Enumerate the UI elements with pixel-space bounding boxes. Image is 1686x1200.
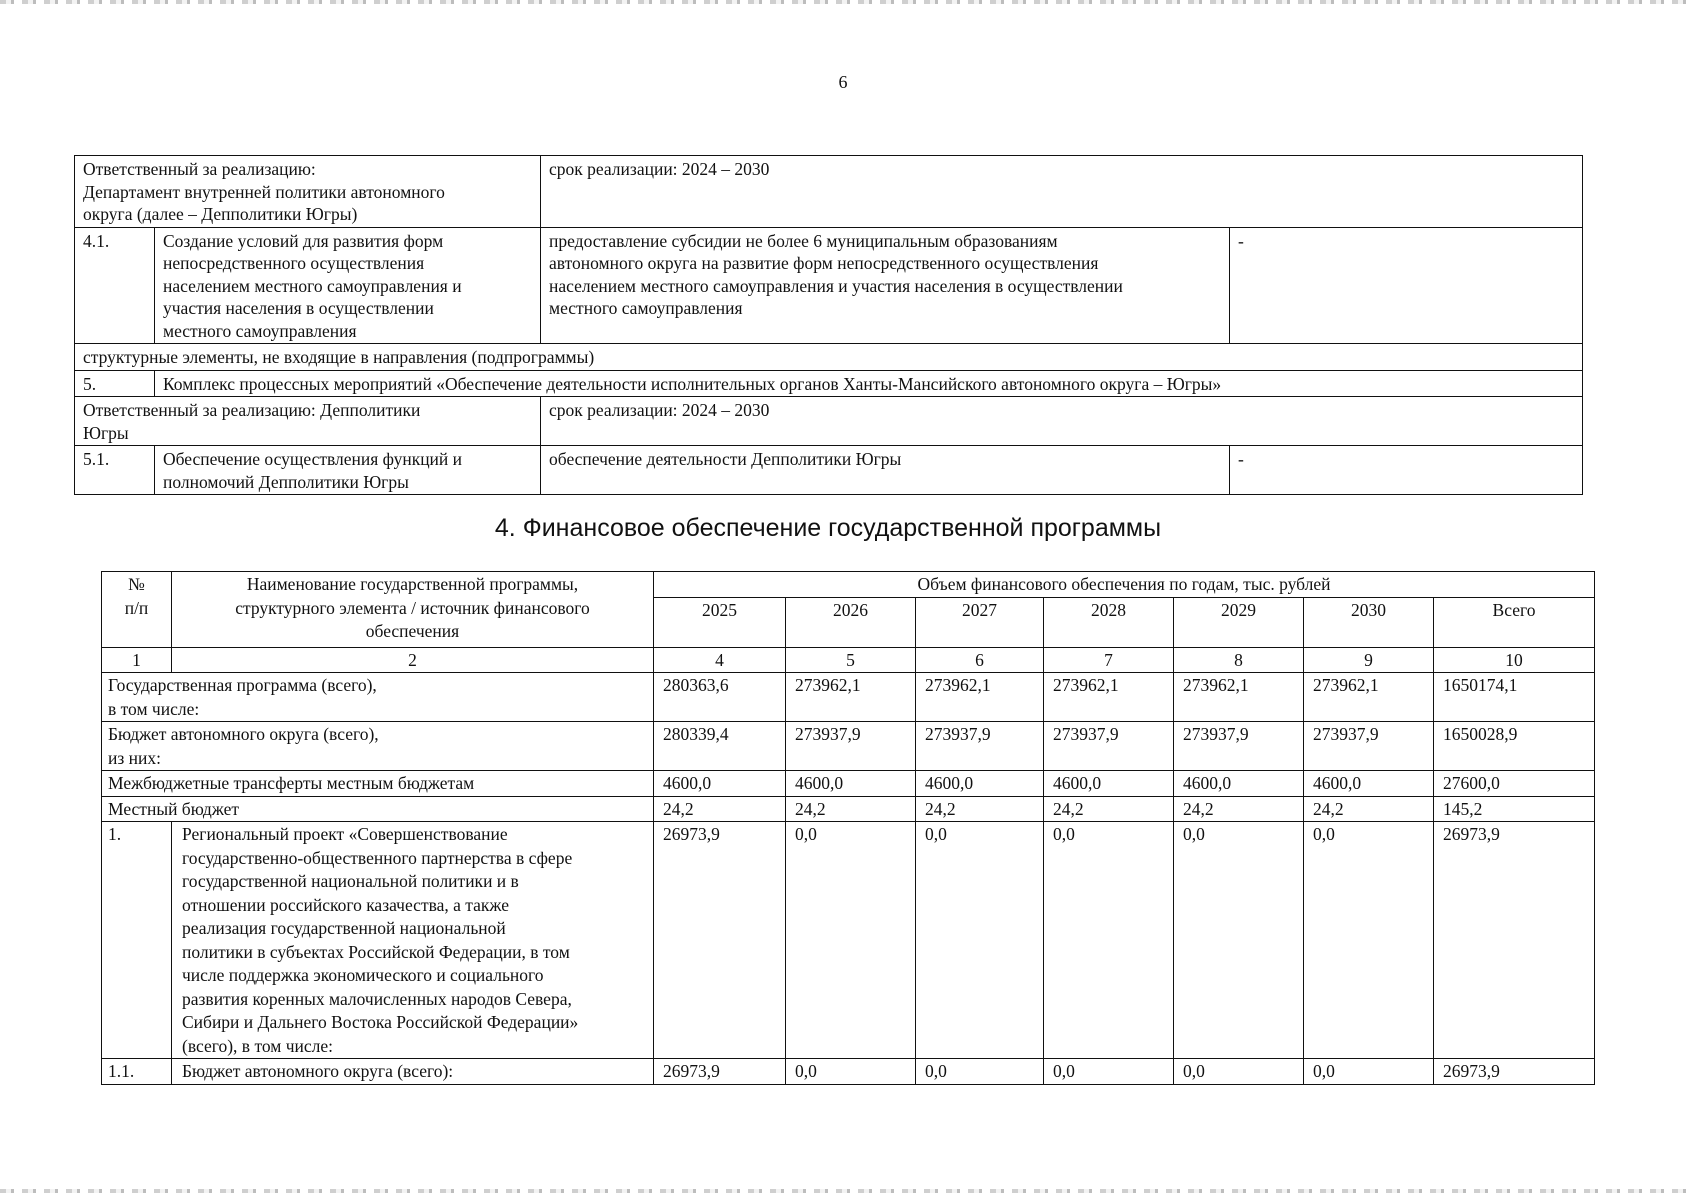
value-cell: 273962,1 <box>916 673 1044 722</box>
table-row <box>102 673 1595 722</box>
header-index: 2 <box>172 647 654 673</box>
value-cell: 4600,0 <box>1174 771 1304 797</box>
task-link: - <box>1230 446 1583 495</box>
table-row <box>102 1059 1595 1085</box>
table-row <box>75 397 1583 446</box>
section-title: 4. Финансовое обеспечение государственной программы <box>494 514 1162 542</box>
row-label-line: отношении российского казачества, а также <box>182 894 510 915</box>
task-name-line: непосредственного осуществления <box>163 253 425 273</box>
row-label <box>172 1059 654 1085</box>
header-year: 2030 <box>1304 597 1434 647</box>
task-number: 4.1. <box>75 227 155 344</box>
value-cell: 0,0 <box>786 1059 916 1085</box>
header-number <box>102 572 172 648</box>
value-cell: 0,0 <box>1174 822 1304 1059</box>
row-label-line: из них: <box>108 747 161 768</box>
value-cell: 273937,9 <box>1304 722 1434 771</box>
row-label-line: государственно-общественного партнерства в сфере <box>182 847 573 868</box>
table-row <box>75 370 1583 397</box>
header-index-row <box>102 647 1595 673</box>
header-index: 6 <box>916 647 1044 673</box>
task-name <box>155 227 541 344</box>
header-number-line: № <box>128 574 145 594</box>
value-cell: 0,0 <box>916 1059 1044 1085</box>
row-label-line: политики в субъектах Российской Федерации, в том <box>182 941 570 962</box>
header-name-line: Наименование государственной программы, <box>246 574 579 594</box>
header-year: 2028 <box>1044 597 1174 647</box>
value-cell: 26973,9 <box>1434 1059 1595 1085</box>
row-label-line: Государственная программа (всего), <box>108 675 377 695</box>
task-name-line: полномочий Депполитики Югры <box>163 471 409 492</box>
task-effect <box>541 227 1230 344</box>
value-cell: 26973,9 <box>1434 822 1595 1059</box>
value-cell: 24,2 <box>1174 796 1304 822</box>
row-label-line: в том числе: <box>108 698 200 719</box>
table-row <box>102 822 1595 1059</box>
responsible-line: Департамент внутренней политики автономного <box>83 181 445 202</box>
responsible-line: Ответственный за реализацию: <box>83 159 316 179</box>
activities-table <box>74 155 1583 495</box>
value-cell: 0,0 <box>1174 1059 1304 1085</box>
value-cell: 280339,4 <box>654 722 786 771</box>
task-link: - <box>1230 227 1583 344</box>
value-cell: 273962,1 <box>1174 673 1304 722</box>
row-label-line: реализация государственной национальной <box>182 918 506 938</box>
task-name <box>155 446 541 495</box>
value-cell: 4600,0 <box>654 771 786 797</box>
row-label-line: Бюджет автономного округа (всего), <box>108 724 379 744</box>
value-cell: 4600,0 <box>1304 771 1434 797</box>
header-volume: Объем финансового обеспечения по годам, тыс. рублей <box>654 572 1595 598</box>
header-name-line: структурного элемента / источник финансового <box>235 597 590 618</box>
value-cell: 0,0 <box>1304 822 1434 1059</box>
value-cell: 273937,9 <box>916 722 1044 771</box>
value-cell: 4600,0 <box>786 771 916 797</box>
row-label-line: Бюджет автономного округа (всего): <box>182 1061 454 1081</box>
value-cell: 273962,1 <box>1304 673 1434 722</box>
header-name <box>172 572 654 648</box>
row-label <box>102 771 654 797</box>
header-index: 5 <box>786 647 916 673</box>
responsible-cell <box>75 397 541 446</box>
row-label-line: развития коренных малочисленных народов Севера, <box>182 988 572 1009</box>
row-label-line: Сибири и Дальнего Востока Российской Федерации» <box>182 1012 579 1032</box>
row-label <box>102 673 654 722</box>
term-cell: срок реализации: 2024 – 2030 <box>541 397 1583 446</box>
header-name-line: обеспечения <box>365 621 460 641</box>
table-row <box>102 771 1595 797</box>
value-cell: 273937,9 <box>1174 722 1304 771</box>
header-year: 2029 <box>1174 597 1304 647</box>
task-effect-line: населением местного самоуправления и участия населения в осуществлении <box>549 275 1123 296</box>
value-cell: 0,0 <box>1044 1059 1174 1085</box>
responsible-line: округа (далее – Депполитики Югры) <box>83 204 358 224</box>
value-cell: 0,0 <box>1304 1059 1434 1085</box>
value-cell: 0,0 <box>786 822 916 1059</box>
value-cell: 273937,9 <box>786 722 916 771</box>
value-cell: 145,2 <box>1434 796 1595 822</box>
value-cell: 0,0 <box>916 822 1044 1059</box>
table-row <box>75 156 1583 228</box>
scan-edge-bottom <box>0 1189 1686 1193</box>
page-number: 6 <box>838 72 848 92</box>
header-index: 8 <box>1174 647 1304 673</box>
value-cell: 4600,0 <box>1044 771 1174 797</box>
header-number-line: п/п <box>124 597 149 618</box>
value-cell: 24,2 <box>786 796 916 822</box>
value-cell: 24,2 <box>1044 796 1174 822</box>
header-index: 1 <box>102 647 172 673</box>
row-label-line: числе поддержка экономического и социального <box>182 965 544 985</box>
value-cell: 273962,1 <box>786 673 916 722</box>
task-effect-line: предоставление субсидии не более 6 муниципальным образованиям <box>549 230 1058 251</box>
value-cell: 0,0 <box>1044 822 1174 1059</box>
header-index: 7 <box>1044 647 1174 673</box>
responsible-cell <box>75 156 541 228</box>
responsible-line: Югры <box>83 422 129 443</box>
value-cell: 4600,0 <box>916 771 1044 797</box>
row-number: 1. <box>102 822 172 1059</box>
value-cell: 24,2 <box>654 796 786 822</box>
row-label-line: государственной национальной политики и в <box>182 871 519 891</box>
value-cell: 1650028,9 <box>1434 722 1595 771</box>
row-label-line: (всего), в том числе: <box>182 1035 334 1056</box>
table-row <box>102 796 1595 822</box>
task-name-line: Обеспечение осуществления функций и <box>163 449 463 469</box>
value-cell: 24,2 <box>1304 796 1434 822</box>
task-name-line: населением местного самоуправления и <box>163 275 462 296</box>
value-cell: 1650174,1 <box>1434 673 1595 722</box>
task-name-line: участия населения в осуществлении <box>163 298 434 318</box>
table-row <box>75 344 1583 371</box>
header-index: 10 <box>1434 647 1595 673</box>
finance-table <box>101 571 1595 1085</box>
section-row-cell: структурные элементы, не входящие в направления (подпрограммы) <box>75 344 1583 371</box>
value-cell: 273937,9 <box>1044 722 1174 771</box>
value-cell: 26973,9 <box>654 1059 786 1085</box>
header-year: 2027 <box>916 597 1044 647</box>
row-label <box>172 822 654 1059</box>
header-index: 9 <box>1304 647 1434 673</box>
task-effect <box>541 446 1230 495</box>
value-cell: 24,2 <box>916 796 1044 822</box>
row-label-line: Региональный проект «Совершенствование <box>182 824 508 844</box>
value-cell: 26973,9 <box>654 822 786 1059</box>
value-cell: 273962,1 <box>1044 673 1174 722</box>
row-label <box>102 796 654 822</box>
header-row <box>102 572 1595 598</box>
task-effect-line: местного самоуправления <box>549 298 743 318</box>
table-row <box>102 722 1595 771</box>
task-number: 5.1. <box>75 446 155 495</box>
task-effect-line: автономного округа на развитие форм непосредственного осуществления <box>549 253 1099 273</box>
row-label-line: Местный бюджет <box>108 798 240 819</box>
task-name-line: местного самоуправления <box>163 320 357 341</box>
row-label <box>102 722 654 771</box>
complex-number: 5. <box>75 370 155 397</box>
header-year: 2026 <box>786 597 916 647</box>
term-cell: срок реализации: 2024 – 2030 <box>541 156 1583 228</box>
row-number: 1.1. <box>102 1059 172 1085</box>
row-label-line: Межбюджетные трансферты местным бюджетам <box>108 773 475 793</box>
complex-name: Комплекс процессных мероприятий «Обеспечение деятельности исполнительных органов Ханты-Мансийского автономного округа – Югры» <box>155 370 1583 397</box>
task-effect-line: обеспечение деятельности Депполитики Югры <box>549 449 902 469</box>
value-cell: 27600,0 <box>1434 771 1595 797</box>
header-year: 2025 <box>654 597 786 647</box>
scan-edge-top <box>0 0 1686 4</box>
table-row <box>75 446 1583 495</box>
task-name-line: Создание условий для развития форм <box>163 230 444 251</box>
header-year: Всего <box>1434 597 1595 647</box>
header-index: 4 <box>654 647 786 673</box>
responsible-line: Ответственный за реализацию: Депполитики <box>83 400 421 420</box>
value-cell: 280363,6 <box>654 673 786 722</box>
table-row <box>75 227 1583 344</box>
